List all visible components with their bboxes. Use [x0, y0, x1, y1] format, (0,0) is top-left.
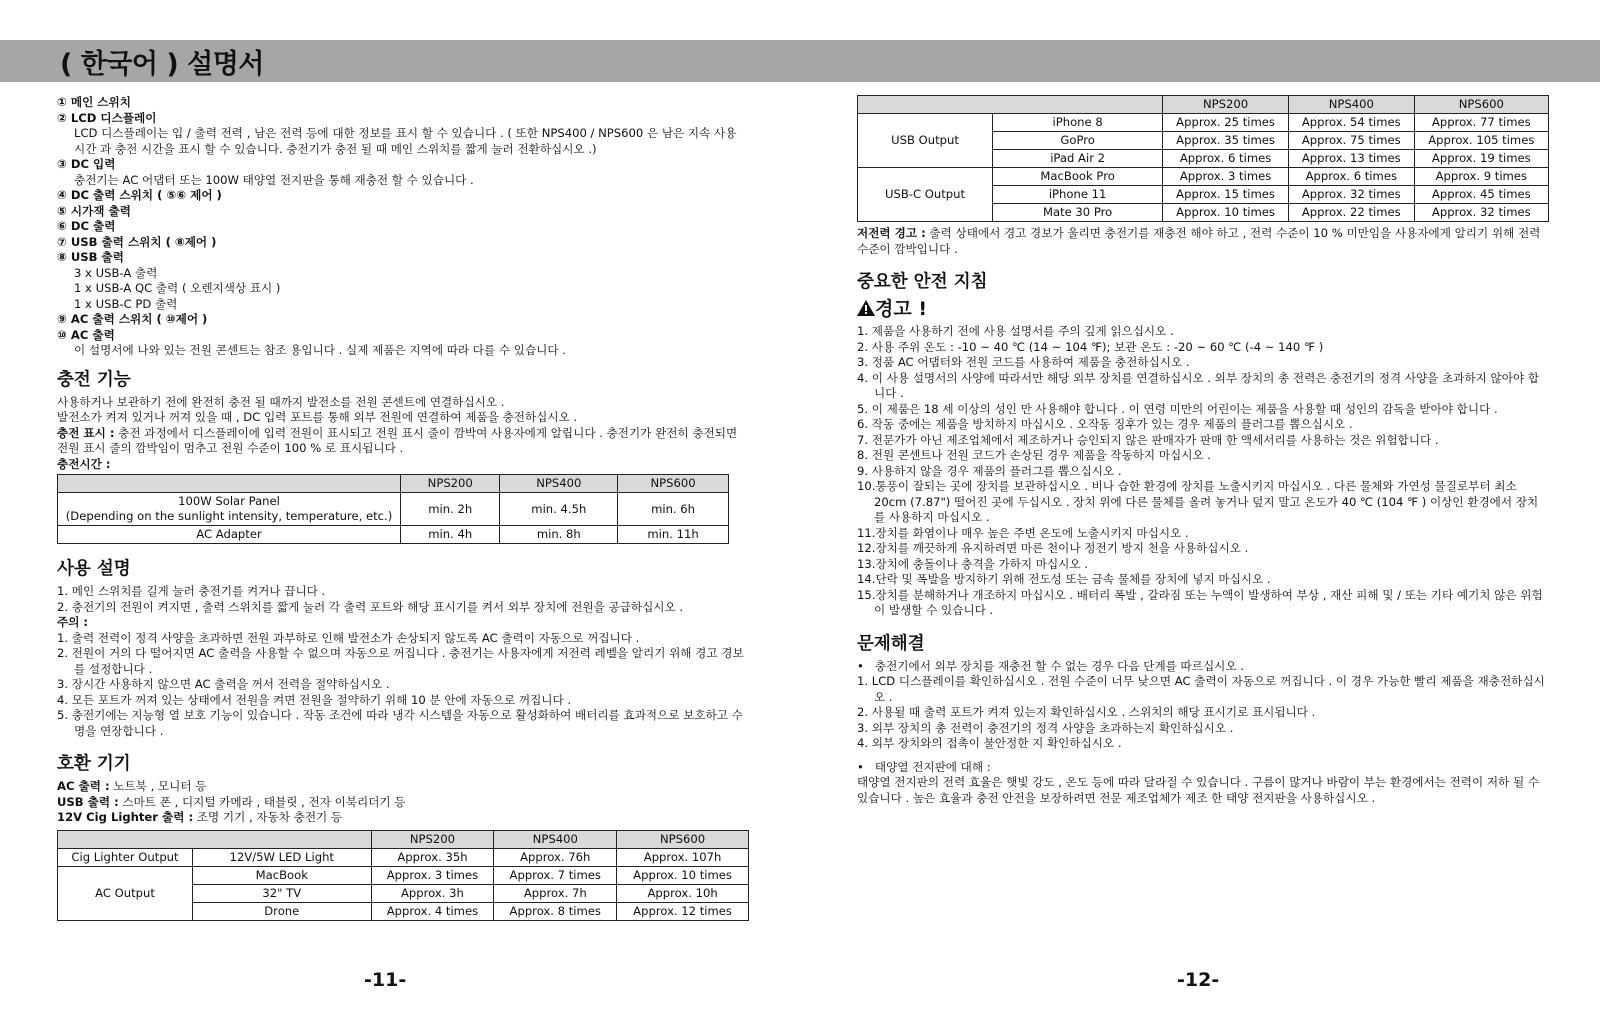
table-row: AC Adapter min. 4h min. 8h min. 11h: [58, 526, 729, 544]
table-row: 32" TV Approx. 3h Approx. 7h Approx. 10h: [58, 884, 749, 902]
charging-p1: 사용하거나 보관하기 전에 완전히 충전 될 때까지 발전소를 전원 콘센트에 연결하십시오 .: [57, 394, 505, 409]
charging-heading: 충전 기능: [57, 369, 131, 390]
component-1: ① 메인 스위치: [57, 95, 131, 109]
trouble-item-4: 4. 외부 장치와의 접촉이 불안정한 지 확인하십시오 .: [857, 736, 1122, 750]
component-10: ⑩ AC 출력: [57, 327, 115, 342]
component-3: ③ DC 입력: [57, 157, 116, 171]
safety-item-6: 6. 작동 중에는 제품을 방치하지 마십시오 . 오작동 징후가 있는 경우 제품의 플러그를 뽑으십시오 .: [857, 417, 1353, 431]
table-row: Drone Approx. 4 times Approx. 8 times Approx. 12 times: [58, 902, 749, 920]
trouble-intro: • 충전기에서 외부 장치를 재충전 할 수 없는 경우 다음 단계를 따르십시오 .: [857, 658, 1244, 673]
solar-bullet: • 태양열 전지판에 대해 :: [857, 759, 991, 774]
page-number-right: -12-: [1177, 969, 1220, 991]
table-row: Mate 30 Pro Approx. 10 times Approx. 22 times Approx. 32 times: [858, 204, 1549, 222]
caution-item-4: 4. 모든 포트가 꺼져 있는 상태에서 전원을 켜면 전원을 절약하기 위해 10 분 안에 자동으로 꺼집니다 .: [57, 692, 572, 707]
safety-item-15: 15.장치를 분해하거나 개조하지 마십시오 . 배터리 폭발 , 갈라짐 또는 누액이 발생하여 부상 , 재산 피해 및 / 또는 기타 예기치 않은 위험이 발생할 수 있습니다 .: [857, 587, 1543, 617]
usb-line-1: 3 x USB-A 출력: [74, 265, 158, 280]
safety-item-5: 5. 이 제품은 18 세 이상의 성인 만 사용해야 합니다 . 이 연령 미만의 어린이는 제품을 사용할 때 성인의 감독을 받아야 합니다 .: [857, 401, 1498, 416]
table-row: Cig Lighter Output 12V/5W LED Light Approx. 35h Approx. 76h Approx. 107h: [58, 848, 749, 866]
low-power-warning: 저전력 경고 : 출력 상태에서 경고 경보가 울리면 충전기를 재충전 해야 하고 , 전력 수준이 10 % 미만임을 사용자에게 알리기 위해 전력 수준이 깜박입니다 .: [857, 226, 1541, 256]
trouble-heading: 문제해결: [857, 633, 925, 654]
caution-item-5: 5. 충전기에는 지능형 열 보호 기능이 있습니다 . 작동 조건에 따라 냉각 시스템을 자동으로 활성화하여 배터리를 효과적으로 보호하고 수명을 연장합니다 .: [57, 708, 743, 738]
safety-item-3: 3. 정품 AC 어댑터와 전원 코드를 사용하여 제품을 충전하십시오 .: [857, 355, 1190, 369]
usb-line-3: 1 x USB-C PD 출력: [74, 296, 178, 311]
component-6: ⑥ DC 출력: [57, 219, 116, 233]
compat-ac: AC 출력 : 노트북 , 모니터 등: [57, 779, 207, 793]
page-number-left: -11-: [364, 969, 407, 991]
usb-line-2: 1 x USB-A QC 출력 ( 오렌지색상 표시 ): [74, 281, 281, 295]
compat-usb: USB 출력 : 스마트 폰 , 디지털 카메라 , 태블릿 , 전자 이북리더기 등: [57, 794, 406, 809]
trouble-item-3: 3. 외부 장치의 총 전력이 충전기의 정격 사양을 초과하는지 확인하십시오 .: [857, 720, 1234, 735]
component-3-desc: 충전기는 AC 어댑터 또는 100W 태양열 전지판을 통해 재충전 할 수 있습니다 .: [74, 172, 474, 187]
usage-item-2: 2. 충전기의 전원이 켜지면 , 출력 스위치를 짧게 눌러 각 출력 포트와 해당 표시기를 켜서 외부 장치에 전원을 공급하십시오 .: [57, 599, 684, 614]
component-8: ⑧ USB 출력: [57, 250, 124, 264]
caution-item-2: 2. 전원이 거의 다 떨어지면 AC 출력을 사용할 수 없으며 자동으로 꺼집니다 . 충전기는 사용자에게 저전력 레벨을 알리기 위해 경고 경보를 설정합니다 .: [57, 646, 744, 676]
component-2: ② LCD 디스플레이: [57, 110, 157, 125]
warning-heading: 경고 !: [857, 297, 1547, 321]
col-nps400: NPS400: [500, 475, 618, 493]
caution-item-3: 3. 장시간 사용하지 않으면 AC 출력을 꺼서 전력을 절약하십시오 .: [57, 677, 390, 691]
compat-table: NPS200 NPS400 NPS600 Cig Lighter Output 12V/5W LED Light Approx. 35h Approx. 76h Approx. 107h AC Output MacBook Approx. 3 times Approx. 7 times Approx. 10 times 32" TV Approx. 3h Approx. 7h Approx. 10h Drone Approx. 4 times Approx. 8 times Approx. 12 times: [57, 830, 749, 921]
component-2-desc: LCD 디스플레이는 입 / 출력 전력 , 남은 전력 등에 대한 정보를 표시 할 수 있습니다 . ( 또한 NPS400 / NPS600 은 남은 지속 사용시간 과 충전 시간을 표시 할 수 있습니다. 충전기가 충전 될 때 메인 스위치를 짧게 눌러 전환하십시오 .): [74, 126, 737, 156]
safety-item-14: 14.단락 및 폭발을 방지하기 위해 전도성 또는 금속 물체를 장치에 넣지 마십시오 .: [857, 572, 1271, 586]
component-7: ⑦ USB 출력 스위치 ( ⑧제어 ): [57, 234, 217, 249]
compat-cig: 12V Cig Lighter 출력 : 조명 기기 , 자동차 충전기 등: [57, 810, 343, 824]
left-page: [57, 95, 745, 921]
usage-item-1: 1. 메인 스위치를 길게 눌러 충전기를 켜거나 끕니다 .: [57, 584, 326, 598]
warning-triangle-icon: [857, 300, 875, 316]
caution-item-1: 1. 출력 전력이 정격 사양을 초과하면 전원 과부하로 인해 발전소가 손상되지 않도록 AC 출력이 자동으로 꺼집니다 .: [57, 630, 640, 645]
compat-heading: 호환 기기: [57, 754, 131, 774]
table-row: USB-C Output MacBook Pro Approx. 3 times Approx. 6 times Approx. 9 times: [858, 168, 1549, 186]
trouble-item-1: 1. LCD 디스플레이를 확인하십시오 . 전원 수준이 너무 낮으면 AC 출력이 자동으로 꺼집니다 . 이 경우 가능한 빨리 제품을 재충전하십시오 .: [857, 674, 1545, 704]
safety-item-12: 12.장치를 깨끗하게 유지하려면 마른 천이나 정전기 방지 천을 사용하십시오 .: [857, 541, 1249, 555]
solar-text: 태양열 전지판의 전력 효율은 햇빛 강도 , 온도 등에 따라 달라질 수 있습니다 . 구름이 많거나 바람이 부는 환경에서는 전력이 저하 될 수 있습니다 . 높은 효율과 충전 안전을 보장하려면 전문 제조업체가 제조 한 태양 전지판을 사용하십시오 .: [857, 775, 1540, 805]
safety-item-9: 9. 사용하지 않을 경우 제품의 플러그를 뽑으십시오 .: [857, 463, 1122, 478]
col-nps200: NPS200: [401, 475, 500, 493]
safety-item-1: 1. 제품을 사용하기 전에 사용 설명서를 주의 깊게 읽으십시오 .: [857, 324, 1174, 338]
table-row: iPad Air 2 Approx. 6 times Approx. 13 times Approx. 19 times: [858, 150, 1549, 168]
component-5: ⑤ 시가잭 출력: [57, 203, 131, 218]
usb-output-table: NPS200 NPS400 NPS600 USB Output iPhone 8 Approx. 25 times Approx. 54 times Approx. 77 times GoPro Approx. 35 times Approx. 75 times Approx. 105 times iPad Air 2 Approx. 6 times Approx. 13 times Approx. 19 times USB-C Output MacBook Pro Approx. 3 times Approx. 6 times Approx. 9 times iPhone 11 Approx. 15 times Approx. 32 times Approx. 45 times Mate 30 Pro Approx. 10 times Approx. 22 times Approx. 32 times: [857, 95, 1549, 222]
safety-heading: 중요한 안전 지침: [857, 272, 988, 292]
component-4: ④ DC 출력 스위치 ( ⑤⑥ 제어 ): [57, 188, 222, 202]
usage-heading: 사용 설명: [57, 559, 131, 579]
safety-item-13: 13.장치에 충돌이나 충격을 가하지 마십시오 .: [857, 556, 1088, 571]
right-page: [857, 95, 1547, 806]
charging-time-label: 충전시간 :: [57, 456, 111, 471]
component-list: [57, 95, 745, 359]
safety-item-4: 4. 이 사용 설명서의 사양에 따라서만 해당 외부 장치를 연결하십시오 . 외부 장치의 총 전력은 충전기의 정격 사양을 초과하지 않아야 합니다 .: [857, 370, 1540, 400]
charging-p2: 발전소가 켜져 있거나 꺼져 있을 때 , DC 입력 포트를 통해 외부 전원에 연결하여 제품을 충전하십시오 .: [57, 410, 578, 424]
safety-item-2: 2. 사용 주위 온도 : -10 ~ 40 ℃ (14 ~ 104 ℉); 보관 온도 : -20 ~ 60 ℃ (-4 ~ 140 ℉ ): [857, 339, 1324, 354]
component-9: ⑨ AC 출력 스위치 ( ⑩제어 ): [57, 312, 208, 326]
safety-item-10: 10.통풍이 잘되는 곳에 장치를 보관하십시오 . 비나 습한 환경에 장치를 노출시키지 마십시오 . 다른 물체와 가연성 물질로부터 최소 20cm (7.87") 떨어진 곳에 두십시오 . 장치 위에 다른 물체를 올려 놓거나 덮지 말고 온도가 40 ℃ (104 ℉ ) 이상인 환경에서 장치를 사용하지 마십시오 .: [857, 479, 1539, 524]
charging-indicator: 충전 표시 : 충전 과정에서 디스플레이에 입력 전원이 표시되고 전원 표시 줄이 깜박여 사용자에게 알립니다 . 충전기가 완전히 충전되면 전원 표시 줄의 깜박임이 멈추고 전원 수준이 100 % 로 표시됩니다 .: [57, 425, 738, 455]
table-row: GoPro Approx. 35 times Approx. 75 times Approx. 105 times: [858, 132, 1549, 150]
table-row: AC Output MacBook Approx. 3 times Approx. 7 times Approx. 10 times: [58, 866, 749, 884]
caution-label: 주의 :: [57, 615, 89, 629]
safety-item-7: 7. 전문가가 아닌 제조업체에서 제조하거나 승인되지 않은 판매자가 판매 한 액세서리를 사용하는 것은 위험합니다 .: [857, 432, 1439, 447]
page-title: ( 한국어 ) 설명서: [60, 49, 264, 80]
title-banner: [0, 40, 1600, 82]
charging-time-table: [57, 474, 729, 544]
col-nps600: NPS600: [618, 475, 729, 493]
table-row: 100W Solar Panel (Depending on the sunlight intensity, temperature, etc.) min. 2h min. 4.5h min. 6h: [58, 493, 729, 526]
table-row: USB Output iPhone 8 Approx. 25 times Approx. 54 times Approx. 77 times: [858, 114, 1549, 132]
table-row: iPhone 11 Approx. 15 times Approx. 32 times Approx. 45 times: [858, 186, 1549, 204]
component-10-desc: 이 설명서에 나와 있는 전원 콘센트는 참조 용입니다 . 실제 제품은 지역에 따라 다를 수 있습니다 .: [74, 343, 566, 357]
trouble-item-2: 2. 사용될 때 출력 포트가 켜져 있는지 확인하십시오 . 스위치의 해당 표시기로 표시됩니다 .: [857, 705, 1316, 719]
safety-item-8: 8. 전원 콘센트나 전원 코드가 손상된 경우 제품을 작동하지 마십시오 .: [857, 448, 1211, 462]
safety-item-11: 11.장치를 화염이나 매우 높은 주변 온도에 노출시키지 마십시오 .: [857, 525, 1189, 540]
